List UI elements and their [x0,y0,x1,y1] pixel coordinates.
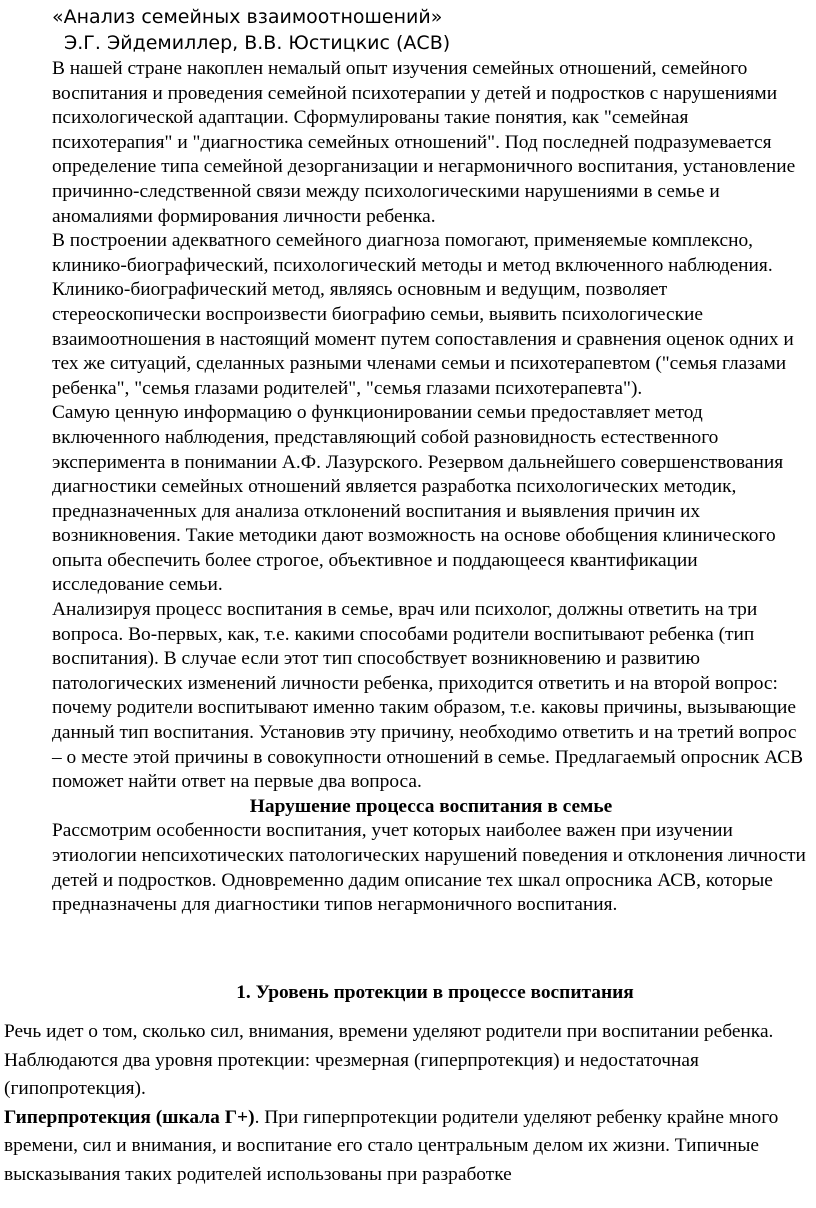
disturbance-paragraph: Рассмотрим особенности воспитания, учет которых наиболее важен при изучении этиологии непсихотических патологических нарушений поведения и отклонения личности детей и подростков. Одновременно дадим описание тех шкал опросника АСВ, которые предназначены для диагностики типов негармоничного воспитания. [52,820,806,916]
protection-text [4,1018,810,1190]
intro-paragraph-3: Самую ценную информацию о функционировании семьи предоставляет метод включенного наблюдения, представляющий собой разновидность естественного эксперимента в понимании А.Ф. Лазурского. Резервом дальнейшего совершенствования диагностики семейных отношений является разработка психологических методик, предназначенных для анализа отклонений воспитания и выявления причин их возникновения. Такие методики дают возможность на основе обобщения клинического опыта обеспечить более строгое, объективное и поддающееся квантификации исследование семьи. [52,402,784,596]
intro-paragraph-1: В нашей стране накоплен немалый опыт изучения семейных отношений, семейного воспитания и проведения семейной психотерапии у детей и подростков с нарушениями психологической адаптации. Сформулированы такие понятия, как "семейная психотерапия" и "диагностика семейных отношений". Под последней подразумевается определение типа семейной дезорганизации и негармоничного воспитания, установление причинно-следственной связи между психологическими нарушениями в семье и аномалиями формирования личности ребенка. [52,58,796,227]
hyperprotection-text: . При гиперпротекции родители уделяют ребенку крайне много времени, сил и внимания, и воспитание его стало центральным делом их жизни. Типичные высказывания таких родителей использованы при разработке [4,1106,779,1185]
section-heading-disturbance: Нарушение процесса воспитания в семье [249,795,613,817]
intro-paragraph-2: В построении адекватного семейного диагноза помогают, применяемые комплексно, клинико-биографический, психологический методы и метод включенного наблюдения. Клинико-биографический метод, являясь основным и ведущим, позволяет стереоскопически воспроизвести биографию семьи, выявить психологические взаимоотношения в настоящий момент путем сопоставления и сравнения оценок одних и тех же ситуаций, сделанных разными членами семьи и психотерапевтом ("семья глазами ребенка", "семья глазами родителей", "семья глазами психотерапевта"). [52,230,794,399]
section-heading-protection: 1. Уровень протекции в процессе воспитания [236,982,634,1003]
intro-paragraph-4: Анализируя процесс воспитания в семье, врач или психолог, должны ответить на три вопроса. Во-первых, как, т.е. какими способами родители воспитывают ребенка (тип воспитания). В случае если этот тип способствует возникновению и развитию патологических изменений личности ребенка, приходится ответить и на второй вопрос: почему родители воспитывают именно таким образом, т.е. каковы причины, вызывающие данный тип воспитания. Установив эту причину, необходимо ответить и на третий вопрос – о месте этой причины в совокупности отношений в семье. Предлагаемый опросник АСВ поможет найти ответ на первые два вопроса. [52,599,804,793]
document-title: «Анализ семейных взаимоотношений» [52,6,443,28]
document-authors: Э.Г. Эйдемиллер, В.В. Юстицкис (АСВ) [64,32,451,54]
hyperprotection-paragraph [4,1104,810,1190]
main-text [52,57,810,918]
protection-paragraph: Речь идет о том, сколько сил, внимания, времени уделяют родители при воспитании ребенка. Наблюдаются два уровня протекции: чрезмерная (гиперпротекция) и недостаточная (гипопротекция). [4,1021,774,1100]
hyperprotection-term: Гиперпротекция (шкала Г+) [4,1106,255,1128]
